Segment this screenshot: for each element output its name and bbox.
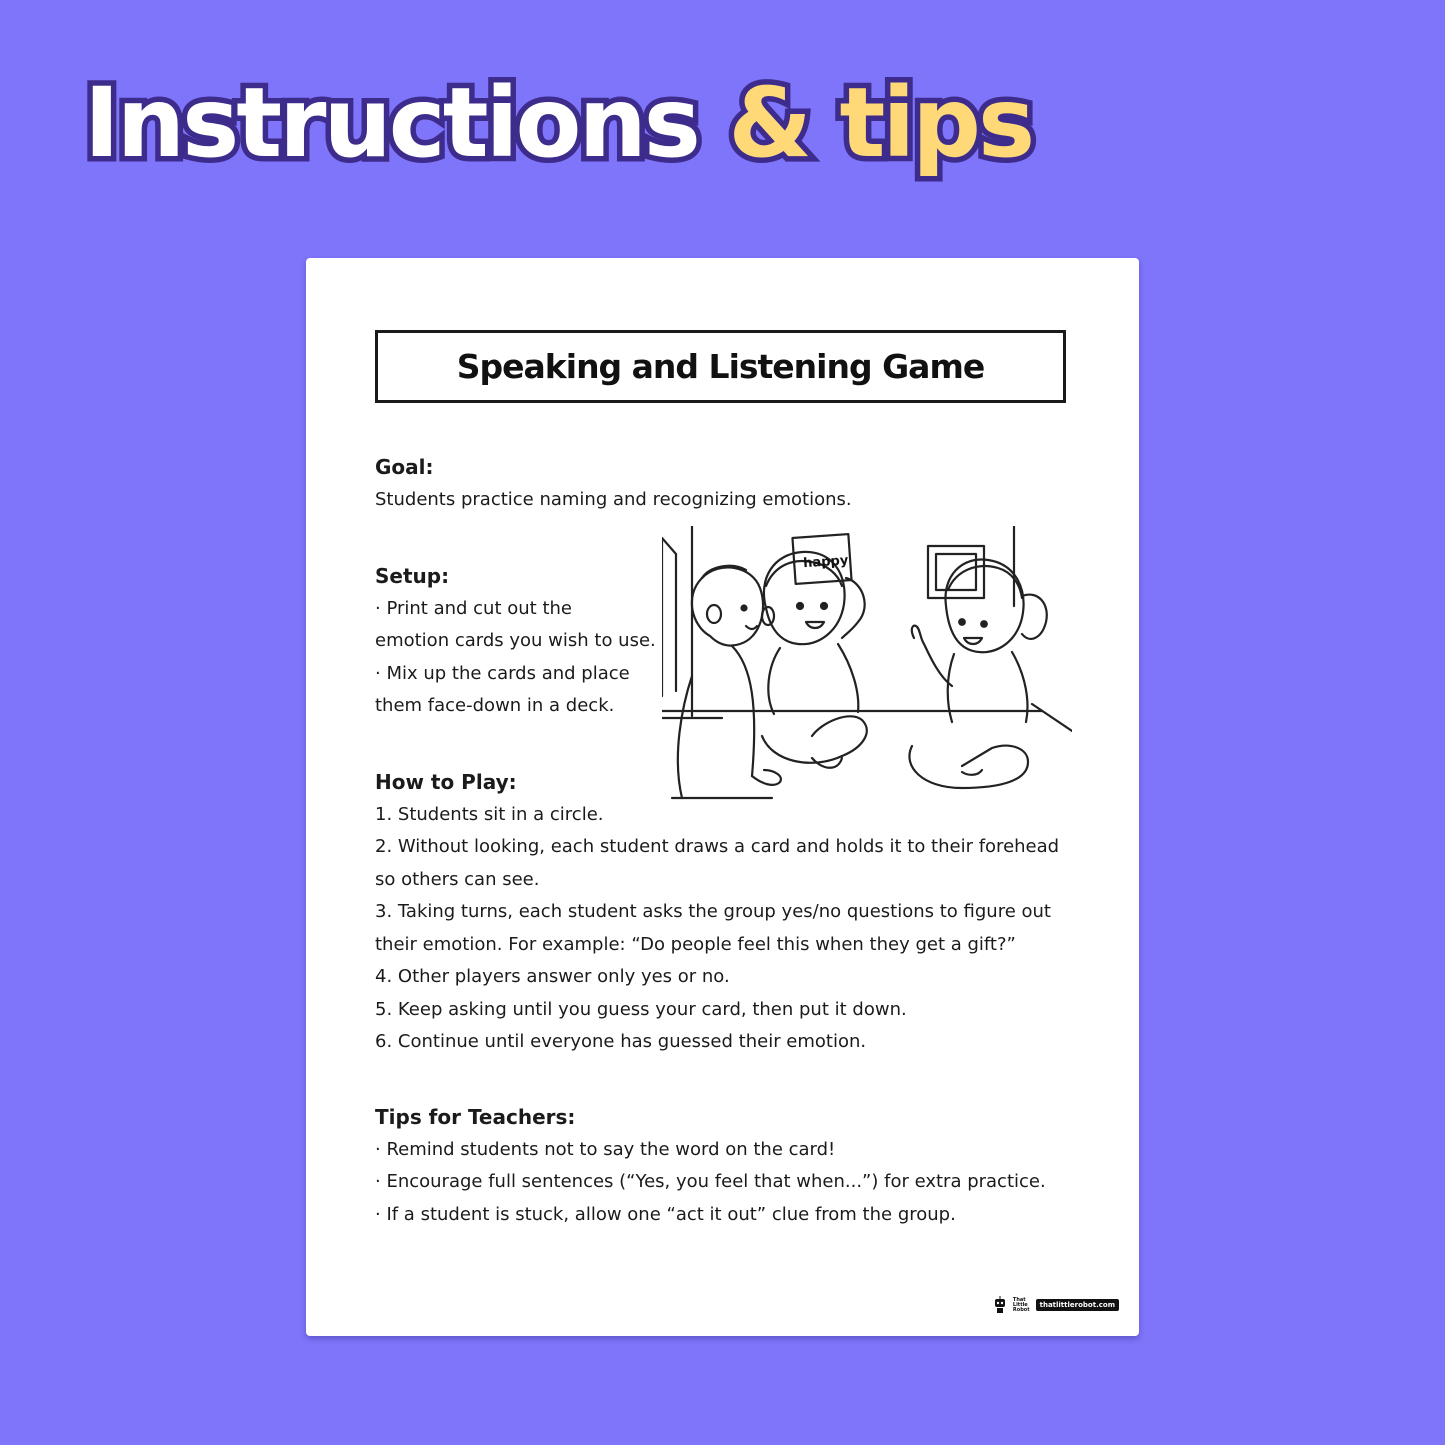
goal-heading: Goal: <box>375 455 434 479</box>
sheet-footer <box>993 1296 1119 1314</box>
how-to-play-line: 4. Other players answer only yes or no. <box>375 966 730 987</box>
tips-line: · If a student is stuck, allow one “act it out” clue from the group. <box>375 1203 956 1225</box>
tips-section <box>375 1101 1046 1231</box>
how-to-play-line: 2. Without looking, each student draws a card and holds it to their forehead <box>375 836 1060 857</box>
tips-heading: Tips for Teachers: <box>375 1105 576 1129</box>
setup-heading: Setup: <box>375 564 450 588</box>
tips-line: · Encourage full sentences (“Yes, you feel that when...”) for extra practice. <box>375 1171 1046 1192</box>
how-to-play-line: their emotion. For example: “Do people feel this when they get a gift?” <box>375 933 1016 955</box>
setup-line: · Print and cut out the <box>375 597 572 619</box>
how-to-play-line: so others can see. <box>375 868 540 890</box>
brand-wordmark <box>1013 1298 1030 1313</box>
how-to-play-section <box>375 766 1059 1059</box>
page-headline <box>84 58 1032 188</box>
sheet-title: Speaking and Listening Game <box>375 330 1066 403</box>
robot-logo-icon <box>993 1296 1007 1314</box>
how-to-play-line: 5. Keep asking until you guess your card, then put it down. <box>375 998 907 1020</box>
how-to-play-line: 3. Taking turns, each student asks the group yes/no questions to figure out <box>375 901 1051 922</box>
setup-section <box>375 560 656 723</box>
brand-line: Robot <box>1012 1306 1030 1313</box>
card-label: happy <box>802 553 849 572</box>
children-illustration <box>662 526 1072 801</box>
setup-line: · Mix up the cards and place <box>375 662 630 684</box>
footer-url: thatlittlerobot.com <box>1036 1299 1119 1311</box>
tips-line: · Remind students not to say the word on the card! <box>375 1138 836 1160</box>
goal-section <box>375 451 852 516</box>
instruction-sheet <box>306 258 1139 1336</box>
goal-text: Students practice naming and recognizing emotions. <box>375 488 852 510</box>
headline-part-instructions: Instructions <box>84 67 698 179</box>
setup-line: them face-down in a deck. <box>375 695 615 716</box>
headline-part-tips: & tips <box>728 67 1033 179</box>
how-to-play-line: 1. Students sit in a circle. <box>375 803 604 825</box>
brand-line: That <box>1012 1296 1026 1303</box>
how-to-play-line: 6. Continue until everyone has guessed their emotion. <box>375 1031 867 1052</box>
setup-line: emotion cards you wish to use. <box>375 630 656 651</box>
how-to-play-heading: How to Play: <box>375 770 517 794</box>
brand-line: Little <box>1012 1301 1028 1308</box>
